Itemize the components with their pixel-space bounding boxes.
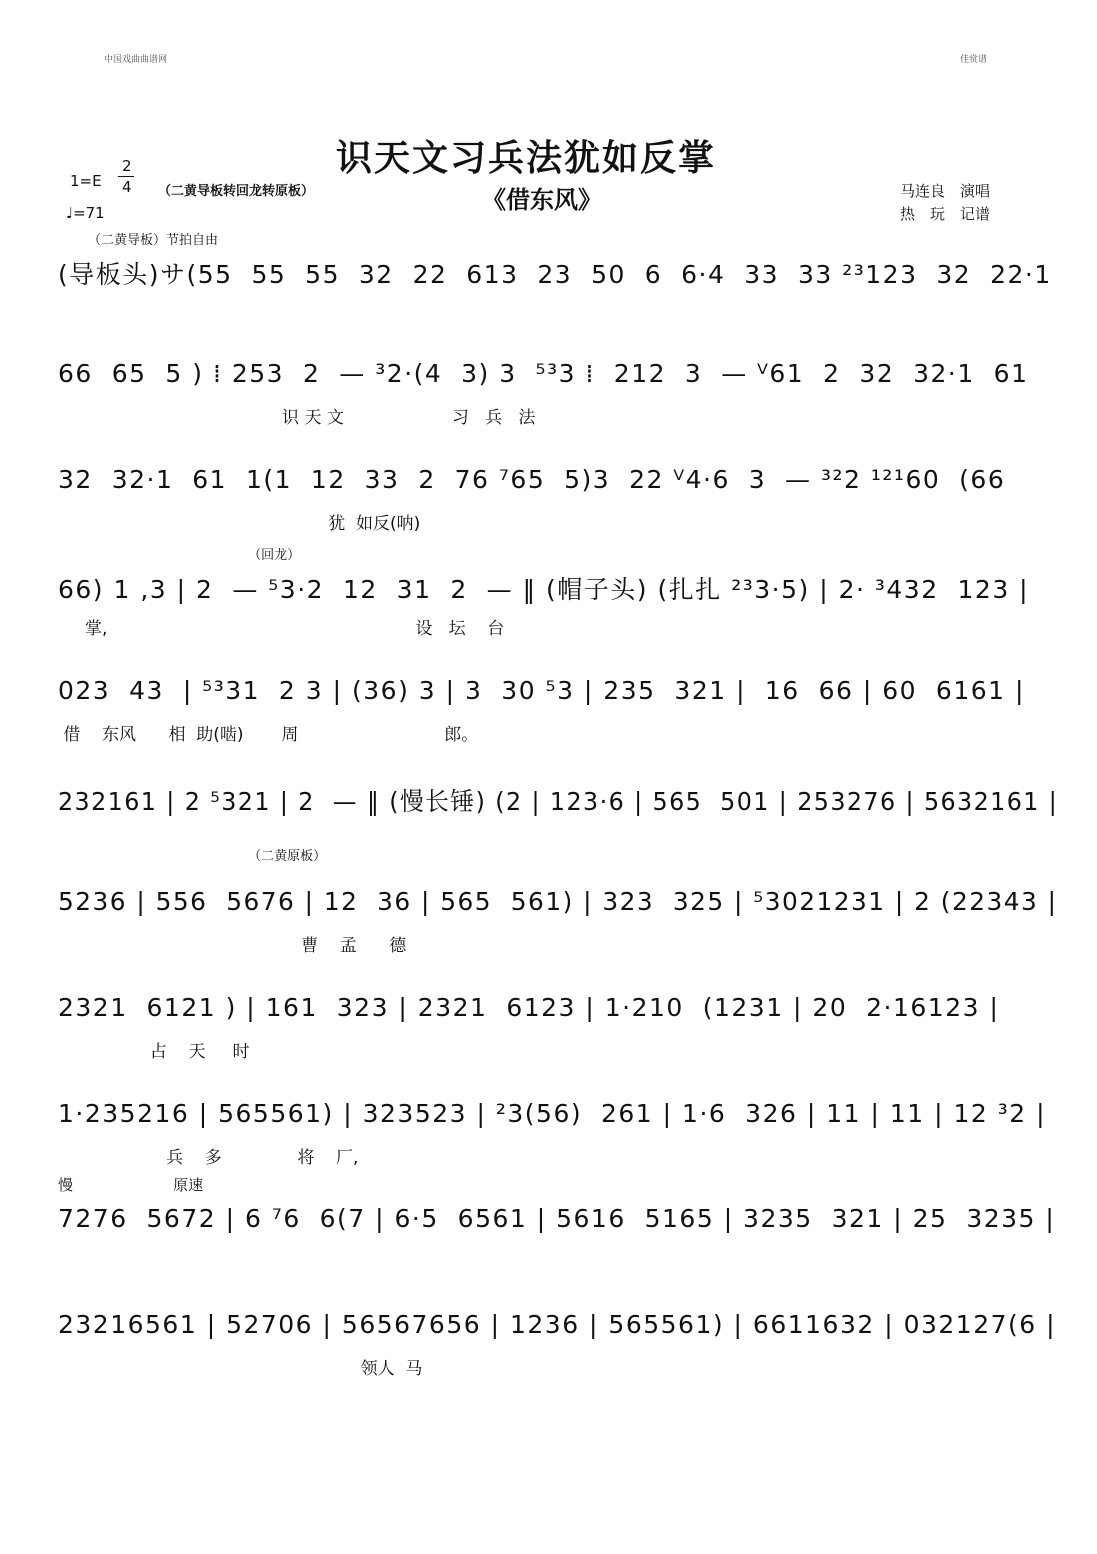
score-line-10	[58, 1176, 1058, 1282]
mode-note: （二黄导板转回龙转原板）	[158, 184, 315, 199]
time-signature-top: 2	[122, 157, 132, 175]
score-line-4	[58, 548, 1058, 648]
line-7-lyrics: 曹 孟 德	[58, 936, 407, 956]
line-6-notes: 232161 | 2 ⁵321 | 2 — ‖ (慢长锤) (2 | 123·6 | 565 501 | 253276 | 5632161 |	[58, 787, 1059, 816]
line-4-notes: 66) 1 ,3 | 2 — ⁵3·2 12 31 2 — ‖ (帽子头) (扎扎 ²³3·5) | 2· ³432 123 |	[58, 575, 1030, 604]
opera-subtitle: 《借东风》	[482, 185, 602, 214]
score-line-2	[58, 347, 1058, 437]
line-3-lyrics: 犹 如反(呐)	[58, 514, 421, 534]
line-5-lyrics: 借 东风 相 助(啮) 周 郎。	[58, 725, 479, 745]
line-11-lyrics: 领人 马	[58, 1359, 423, 1379]
line-7-direction: （二黄原板）	[58, 849, 327, 864]
site-watermark-left: 中国戏曲曲谱网	[104, 55, 168, 65]
line-11-notes: 23216561 | 52706 | 56567656 | 1236 | 565561) | 6611632 | 032127(6 |	[58, 1310, 1057, 1339]
transcriber-credit: 热 玩 记谱	[900, 205, 991, 223]
line-2-lyrics: 识 天 文 习 兵 法	[228, 408, 536, 428]
score-line-9	[58, 1087, 1058, 1177]
tempo-marking: ♩=71	[66, 204, 105, 222]
line-8-lyrics: 占 天 时	[58, 1042, 250, 1062]
line-7-notes: 5236 | 556 5676 | 12 36 | 565 561) | 323 325 | ⁵3021231 | 2 (22343 |	[58, 887, 1058, 916]
key-signature: 1=E	[70, 172, 102, 190]
time-signature-bottom: 4	[122, 178, 132, 196]
line-8-notes: 2321 6121 ) | 161 323 | 2321 6123 | 1·210 (1231 | 20 2·16123 |	[58, 993, 1000, 1022]
page-title: 识天文习兵法犹如反掌	[336, 137, 717, 179]
score-line-7	[58, 849, 1058, 965]
line-1-notes: (导板头)サ(55 55 55 32 22 613 23 50 6 6·4 33 33 ²³123 32 22·1	[58, 260, 1052, 289]
score-line-8	[58, 981, 1058, 1071]
line-4-lyrics: 掌, 设 坛 台	[58, 619, 505, 639]
line-10-direction: 慢 原速	[58, 1176, 204, 1194]
line-9-notes: 1·235216 | 565561) | 323523 | ²3(56) 261 | 1·6 326 | 11 | 11 | 12 ³2 |	[58, 1099, 1047, 1128]
time-signature-bar	[118, 176, 134, 177]
score-line-5	[58, 664, 1058, 754]
line-3-notes: 32 32·1 61 1(1 12 33 2 76 ⁷65 5)3 22 ⱽ4·6 3 — ³²2 ¹²¹60 (66	[58, 465, 1006, 494]
line-1-direction: （二黄导板）节拍自由	[88, 233, 219, 248]
line-9-lyrics: 兵 多 将 厂,	[58, 1148, 359, 1168]
line-4-direction: （回龙）	[58, 548, 301, 563]
site-watermark-right: 佳赏谱	[960, 55, 988, 65]
line-5-notes: 023 43 | ⁵³31 2 3 | (36) 3 | 3 30 ⁵3 | 235 321 | 16 66 | 60 6161 |	[58, 676, 1025, 705]
line-10-notes: 7276 5672 | 6 ⁷6 6(7 | 6·5 6561 | 5616 5165 | 3235 321 | 25 3235 |	[58, 1204, 1056, 1233]
singer-credit: 马连良 演唱	[900, 182, 991, 200]
score-line-11	[58, 1298, 1058, 1388]
score-line-1	[58, 233, 1058, 333]
line-2-notes: 66 65 5 ) ⁞ 253 2 — ³2·(4 3) 3 ⁵³3 ⁞ 212 3 — ⱽ61 2 32 32·1 61	[58, 359, 1029, 388]
score-line-3	[58, 453, 1058, 543]
